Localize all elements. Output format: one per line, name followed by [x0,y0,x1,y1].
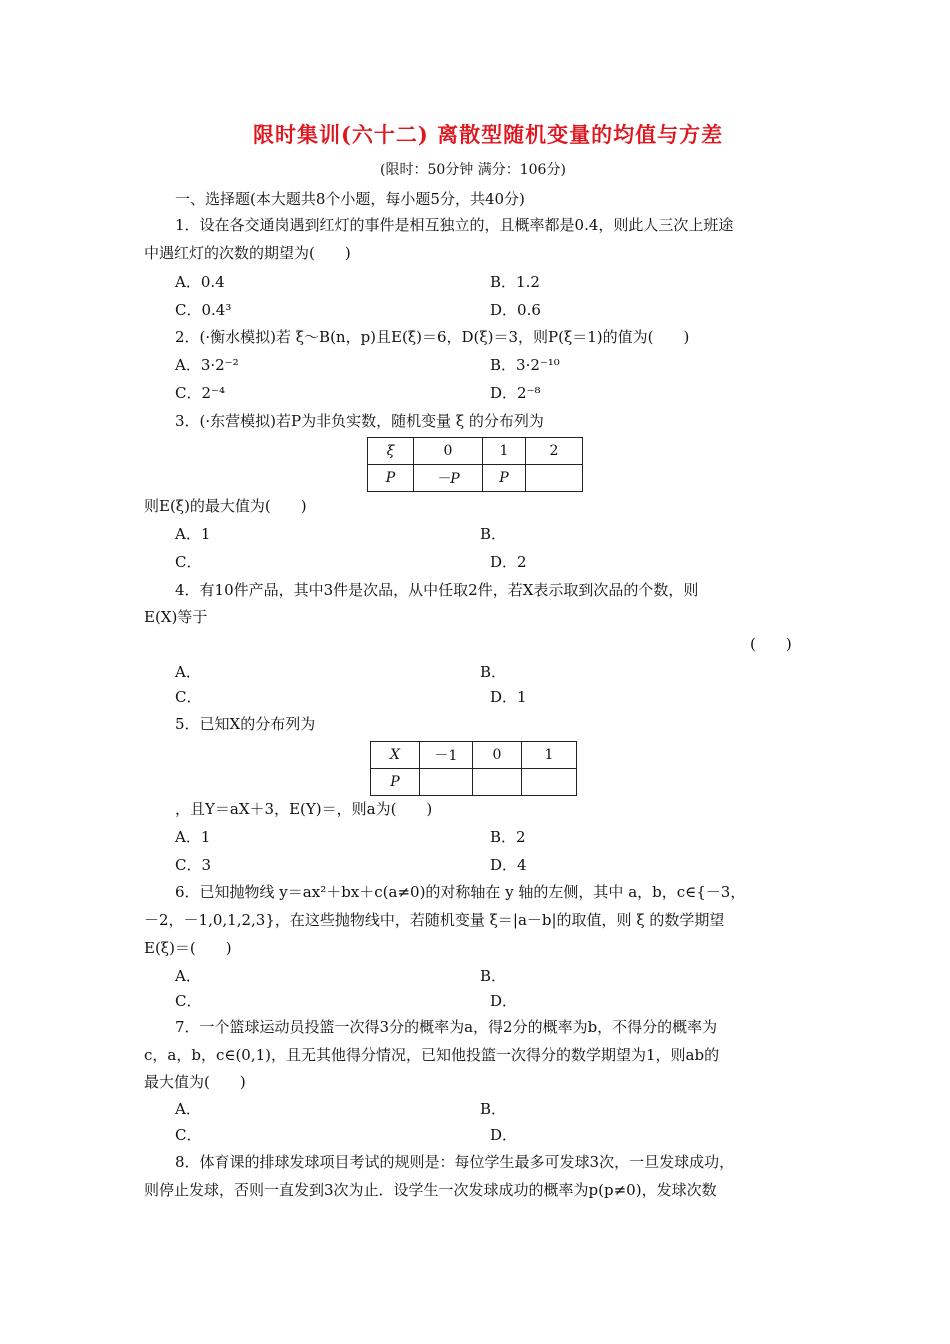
q7-stem-line2: c，a，b，c∈(0,1)，且无其他得分情况，已知他投篮一次得分的数学期望为1，则ab的 [144,1046,720,1064]
q4-answer-paren: ( ) [750,635,792,653]
q7-option-d: D． [490,1126,518,1144]
q6-stem-line2: －2，－1,0,1,2,3}，在这些抛物线中，若随机变量 ξ＝|a－b|的取值，则 ξ 的数学期望 [144,911,725,929]
table-row [371,742,577,769]
q6-stem-line3: E(ξ)＝( ) [144,939,232,957]
page-title: 限时集训(六十二) 离散型随机变量的均值与方差 [253,122,724,147]
q3-option-d: D．2 [490,553,527,571]
q7-option-a: A． [175,1100,201,1118]
q3-question: 则E(ξ)的最大值为( ) [144,497,307,515]
q4-stem-line2: E(X)等于 [144,608,208,626]
q2-option-b: B．3·2⁻¹⁰ [490,356,560,374]
q5-option-c: C．3 [175,856,212,874]
table-cell: P [371,769,420,796]
q1-option-d: D．0.6 [490,301,541,319]
q2-stem: 2．(·衡水模拟)若 ξ～B(n，p)且E(ξ)＝6，D(ξ)＝3，则P(ξ＝1)的值为( ) [175,328,690,346]
table-row [368,438,583,465]
q7-option-b: B． [480,1100,507,1118]
q1-stem-line1: 1．设在各交通岗遇到红灯的事件是相互独立的，且概率都是0.4，则此人三次上班途 [175,216,734,234]
q3-option-a: A．1 [175,525,211,543]
table-cell: P [483,465,526,492]
table-cell: X [371,742,420,769]
q6-option-c: C． [175,992,202,1010]
q5-option-d: D．4 [490,856,527,874]
q5-question: ，且Y＝aX＋3，E(Y)＝，则a为( ) [175,800,433,818]
q5-stem: 5．已知X的分布列为 [175,715,316,733]
section-heading: 一、选择题(本大题共8个小题，每小题5分，共40分) [175,190,525,208]
q1-option-b: B．1.2 [490,273,540,291]
q7-stem-line3: 最大值为( ) [144,1073,246,1091]
q1-stem-line2: 中遇红灯的次数的期望为( ) [144,244,351,262]
q8-stem-line1: 8．体育课的排球发球项目考试的规则是：每位学生最多可发球3次，一旦发球成功， [175,1153,735,1171]
q1-option-c: C．0.4³ [175,301,232,319]
q7-stem-line1: 7．一个篮球运动员投篮一次得3分的概率为a，得2分的概率为b，不得分的概率为 [175,1018,718,1036]
table-row [371,769,577,796]
table-cell [420,769,473,796]
table-row [368,465,583,492]
q4-option-b: B． [480,663,507,681]
q6-option-d: D． [490,992,518,1010]
q4-option-a: A． [175,663,201,681]
q5-option-b: B．2 [490,828,526,846]
table-cell: －P [414,465,483,492]
table-cell: －1 [420,742,473,769]
q7-option-c: C． [175,1126,202,1144]
q4-option-c: C． [175,688,202,706]
table-cell: ξ [368,438,414,465]
table-cell: P [368,465,414,492]
q4-option-d: D．1 [490,688,527,706]
subtitle: (限时：50分钟 满分：106分) [380,162,566,178]
q3-option-b: B． [480,525,507,543]
table-cell: 1 [483,438,526,465]
q6-stem-line1: 6．已知抛物线 y＝ax²＋bx＋c(a≠0)的对称轴在 y 轴的左侧，其中 a，b，c∈{－3， [175,883,746,901]
q5-distribution-table [370,741,577,796]
q3-option-c: C． [175,553,202,571]
table-cell: 2 [526,438,583,465]
q3-stem: 3．(·东营模拟)若P为非负实数，随机变量 ξ 的分布列为 [175,412,544,430]
q4-stem-line1: 4．有10件产品，其中3件是次品，从中任取2件，若X表示取到次品的个数，则 [175,581,699,599]
q5-option-a: A．1 [175,828,211,846]
q8-stem-line2: 则停止发球，否则一直发到3次为止．设学生一次发球成功的概率为p(p≠0)，发球次数 [144,1181,717,1199]
q6-option-a: A． [175,967,201,985]
table-cell: 0 [414,438,483,465]
table-cell: 0 [473,742,522,769]
q2-option-d: D．2⁻⁸ [490,384,541,402]
table-cell [522,769,577,796]
q3-distribution-table [367,437,583,492]
table-cell [473,769,522,796]
table-cell [526,465,583,492]
q2-option-c: C．2⁻⁴ [175,384,225,402]
q6-option-b: B． [480,967,507,985]
q2-option-a: A．3·2⁻² [175,356,239,374]
q1-option-a: A．0.4 [175,273,225,291]
table-cell: 1 [522,742,577,769]
